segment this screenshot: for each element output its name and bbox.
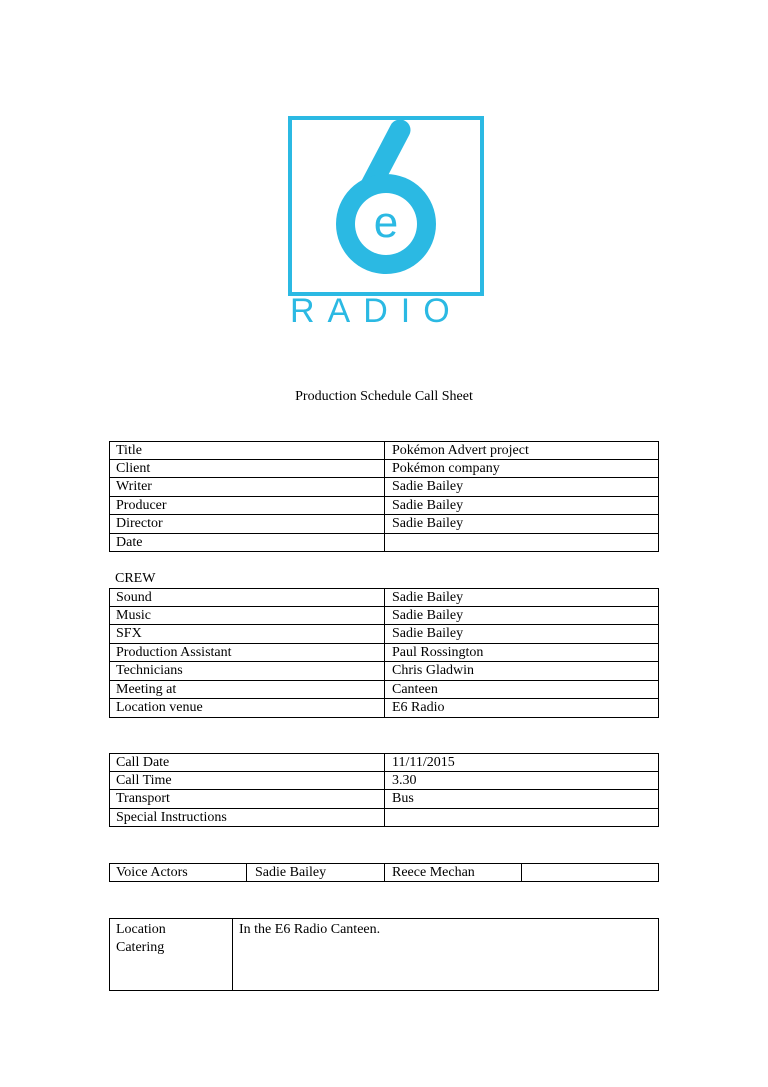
catering-label: Catering (116, 940, 165, 955)
row-label: Director (116, 516, 163, 531)
row-label: Writer (116, 479, 152, 494)
row-label: Call Time (116, 772, 172, 788)
row-value: Sadie Bailey (392, 590, 464, 605)
logo-e6-mark (288, 116, 484, 296)
voice-actor-2: Reece Mechan (392, 865, 475, 880)
voice-actor-1: Sadie Bailey (255, 865, 327, 880)
table-row (109, 588, 659, 607)
row-label: Special Instructions (116, 809, 227, 825)
call-table (109, 753, 659, 827)
row-label: SFX (116, 626, 142, 641)
row-label: Sound (116, 590, 152, 605)
table-row (109, 625, 659, 644)
table-row (109, 681, 659, 700)
row-value: Sadie Bailey (392, 607, 464, 623)
row-label: Client (116, 460, 151, 476)
document-title: Production Schedule Call Sheet (295, 389, 473, 404)
row-value: 11/11/2015 (392, 755, 455, 770)
row-label: Music (116, 607, 151, 623)
location-catering-table (109, 918, 659, 991)
row-label: Transport (116, 791, 170, 806)
row-value: Canteen (392, 681, 438, 697)
crew-heading: CREW (115, 571, 156, 586)
row-value: Sadie Bailey (392, 626, 464, 641)
row-value: Paul Rossington (392, 644, 484, 660)
table-row (109, 662, 659, 681)
row-label: Title (116, 443, 142, 458)
table-row (109, 699, 659, 718)
voice-actors-table (109, 863, 659, 882)
row-value: Sadie Bailey (392, 497, 464, 513)
row-value: 3.30 (392, 772, 417, 788)
location-catering-value: In the E6 Radio Canteen. (239, 922, 381, 937)
row-label: Producer (116, 497, 167, 513)
table-row (109, 772, 659, 791)
table-row (109, 515, 659, 534)
table-row (109, 644, 659, 663)
row-value: Sadie Bailey (392, 479, 464, 494)
row-value: Chris Gladwin (392, 663, 475, 678)
row-value: Pokémon Advert project (392, 443, 529, 458)
crew-table (109, 588, 659, 718)
row-label: Call Date (116, 755, 170, 770)
table-row (109, 790, 659, 809)
row-value: Sadie Bailey (392, 516, 464, 531)
table-row (109, 460, 659, 479)
row-value: Bus (392, 791, 414, 806)
table-row (109, 607, 659, 626)
table-row (109, 441, 659, 460)
table-row (109, 534, 659, 553)
e6-radio-logo (288, 116, 484, 328)
table-row (109, 497, 659, 516)
table-row (109, 478, 659, 497)
row-label: Date (116, 534, 143, 550)
row-label: Location venue (116, 700, 203, 715)
row-value: Pokémon company (392, 460, 500, 476)
logo-letter: e (373, 198, 399, 247)
table-row (109, 753, 659, 772)
row-value: E6 Radio (392, 700, 445, 715)
voice-actors-label: Voice Actors (116, 865, 188, 880)
table-row (109, 809, 659, 828)
row-label: Technicians (116, 663, 183, 678)
details-table (109, 441, 659, 552)
row-label: Production Assistant (116, 644, 232, 660)
location-label: Location (116, 922, 166, 937)
logo-wordmark: RADIO (290, 292, 463, 330)
row-label: Meeting at (116, 681, 177, 697)
